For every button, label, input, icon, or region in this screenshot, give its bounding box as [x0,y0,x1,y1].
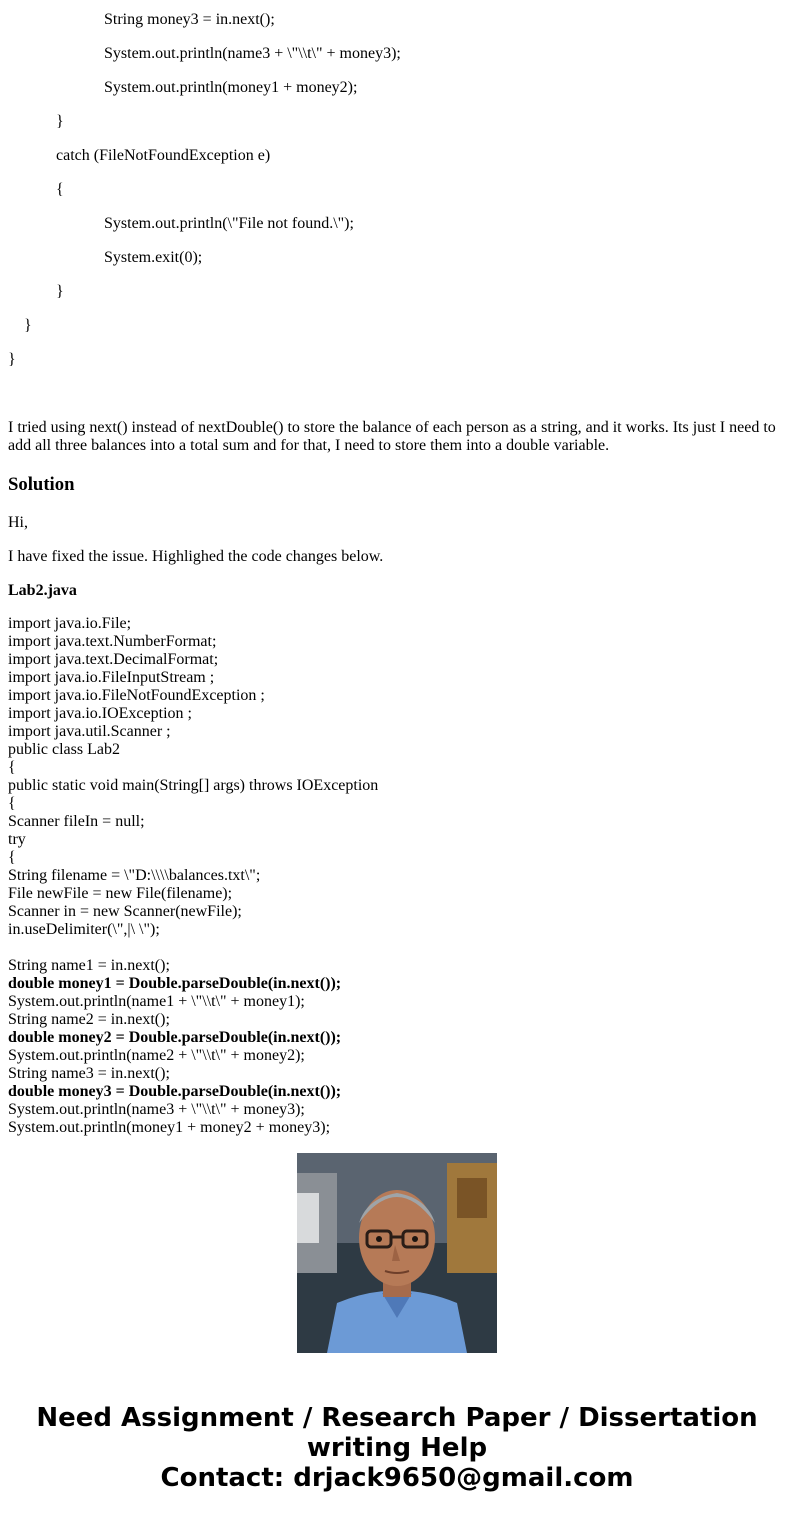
code-line: System.out.println(money1 + money2 + money3); [8,1119,331,1136]
code-line: String name3 = in.next(); [8,1065,170,1082]
code-line: import java.text.NumberFormat; [8,633,217,650]
code-line: String name1 = in.next(); [8,957,170,974]
highlighted-code-line: double money2 = Double.parseDouble(in.next()); [8,1029,342,1046]
code-line: import java.io.FileInputStream ; [8,669,215,686]
code-line: System.exit(0); [104,249,203,266]
code-line: import java.io.FileNotFoundException ; [8,687,265,704]
code-line: catch (FileNotFoundException e) [56,147,271,164]
code-line: String name2 = in.next(); [8,1011,170,1028]
code-line: { [8,795,16,812]
author-photo [297,1153,497,1353]
highlighted-code-line: double money1 = Double.parseDouble(in.next()); [8,975,342,992]
code-line: Scanner fileIn = null; [8,813,145,830]
code-line: System.out.println(money1 + money2); [104,79,358,96]
code-line: public static void main(String[] args) throws IOException [8,777,379,794]
code-line: } [8,351,16,368]
promo-contact: Contact: drjack9650@gmail.com [160,1463,634,1493]
promo-line: Need Assignment / Research Paper / Dissertation [36,1403,758,1433]
code-line: { [8,849,16,866]
code-line: public class Lab2 [8,741,120,758]
code-line: import java.io.IOException ; [8,705,192,722]
solution-heading: Solution [8,474,75,495]
solution-intro: I have fixed the issue. Highlighed the code changes below. [8,548,384,565]
code-line: Scanner in = new Scanner(newFile); [8,903,242,920]
code-line: { [56,181,64,198]
code-line [8,939,786,957]
promo-banner [0,1403,794,1493]
code-line: } [24,317,32,334]
code-line: System.out.println(name3 + \"\\t\" + money3); [8,1101,305,1118]
code-line: import java.io.File; [8,615,132,632]
code-line: System.out.println(name3 + \"\\t\" + money3); [104,45,401,62]
author-avatar [297,1153,497,1353]
code-line: { [8,759,16,776]
promo-line: writing Help [306,1433,488,1463]
question-text: I tried using next() instead of nextDouble() to store the balance of each person as a string, and it works. Its just I need to add all three balances into a total sum and for that, I need to store them into a double variable. [8,419,776,454]
solution-code-block [8,615,786,1136]
code-line: } [56,113,64,130]
code-line: String money3 = in.next(); [104,11,275,28]
file-name-label: Lab2.java [8,582,77,599]
code-line: import java.util.Scanner ; [8,723,171,740]
code-line: System.out.println(name2 + \"\\t\" + money2); [8,1047,305,1064]
code-line: String filename = \"D:\\\\balances.txt\"; [8,867,261,884]
code-line: in.useDelimiter(\",|\ \"); [8,921,160,938]
solution-greeting: Hi, [8,514,28,531]
code-line: File newFile = new File(filename); [8,885,233,902]
code-line: System.out.println(\"File not found.\"); [104,215,354,232]
highlighted-code-line: double money3 = Double.parseDouble(in.next()); [8,1083,342,1100]
code-line: } [56,283,64,300]
code-line: System.out.println(name1 + \"\\t\" + money1); [8,993,305,1010]
code-line: try [8,831,26,848]
code-line: import java.text.DecimalFormat; [8,651,219,668]
